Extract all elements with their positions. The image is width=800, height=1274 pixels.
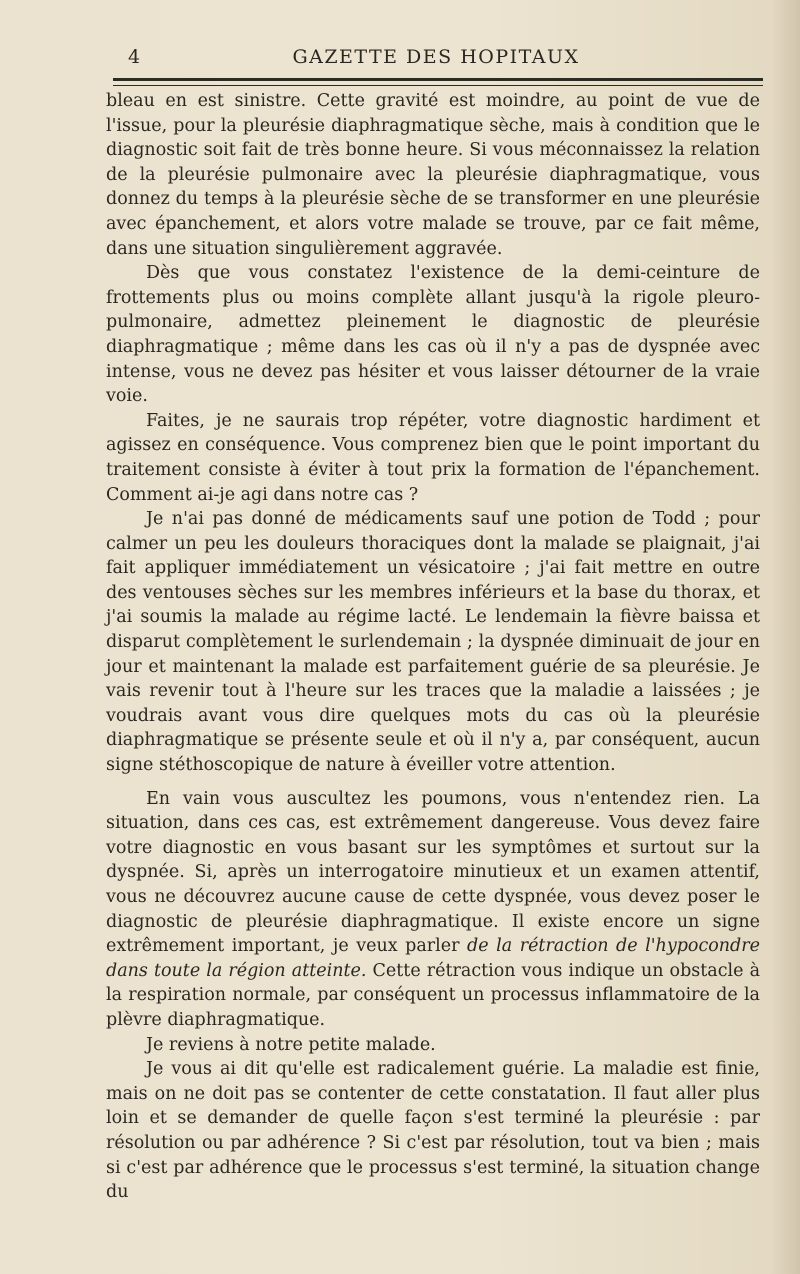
paragraph: Je vous ai dit qu'elle est radicalement guérie. La maladie est finie, mais on ne doit pas se contenter de cette constatation. Il faut aller plus loin et se demander de quelle façon s'est terminé la pleurésie : par résolution ou par adhérence ? Si c'est par résolution, tout va bien ; mais si c'est par adhérence que le processus s'est terminé, la situation change du [106,1059,760,1203]
journal-title: GAZETTE DES HOPITAUX [292,46,580,68]
paragraph: Faites, je ne saurais trop répéter, votre diagnostic hardiment et agissez en conséquence. Vous comprenez bien que le point important du traitement consiste à éviter à tout prix la formation de l'épanchement. Comment ai-je agi dans notre cas ? [106,410,760,505]
header-rule [113,78,763,86]
page-number: 4 [128,46,141,68]
paragraph [106,787,760,1033]
paragraph: Je reviens à notre petite malade. [146,1034,436,1055]
paragraph: Je n'ai pas donné de médicaments sauf une potion de Todd ; pour calmer un peu les douleurs thoraciques dont la malade se plaignait, j'ai fait appliquer immédiatement un vésicatoire ; j'ai fait mettre en outre des ventouses sèches sur les membres inférieurs et la base du thorax, et j'ai soumis la malade au régime lacté. Le lendemain la fièvre baissa et disparut complètement le surlendemain ; la dyspnée diminuait de jour en jour et maintenant la malade est parfaitement guérie de sa pleurésie. Je vais revenir tout à l'heure sur les traces que la maladie a laissées ; je voudrais avant vous dire quelques mots du cas où la pleurésie diaphragmatique se présente seule et où il n'y a, par conséquent, aucun signe stéthoscopique de nature à éveiller votre attention. [106,509,760,776]
paragraph-continued: bleau en est sinistre. Cette gravité est moindre, au point de vue de l'issue, pour la pleurésie diaphragmatique sèche, mais à condition que le diagnostic soit fait de très bonne heure. Si vous méconnaissez la relation de la pleurésie pulmonaire avec la pleurésie diaphragmatique, vous donnez du temps à la pleurésie sèche de se transformer en une pleurésie avec épanchement, et alors votre malade se trouve, par ce fait même, dans une situation singulièrement aggravée. [106,91,760,259]
italic-phrase: de la rétraction de l'hypocondre dans toute la région atteinte. [106,936,760,981]
page-header [106,46,766,74]
paragraph-text: Cette rétraction vous indique un obstacle à la respiration normale, par conséquent un processus inflammatoire de la plèvre diaphragmatique. [106,960,761,1030]
paragraph: Dès que vous constatez l'existence de la demi-ceinture de frottements plus ou moins complète allant jusqu'à la rigole pleuro-pulmonaire, admettez pleinement le diagnostic de pleurésie diaphragmatique ; même dans les cas où il n'y a pas de dyspnée avec intense, vous ne devez pas hésiter et vous laisser détourner de la vraie voie. [106,263,760,407]
paragraph-text: En vain vous auscultez les poumons, vous n'entendez rien. La situation, dans ces cas, est extrêmement dangereuse. Vous devez faire votre diagnostic en vous basant sur les symptômes et surtout sur la dyspnée. Si, après un interrogatoire minutieux et un examen attentif, vous ne découvrez aucune cause de cette dyspnée, vous devez poser le diagnostic de pleurésie diaphragmatique. Il existe encore un signe extrêmement important, je veux parler [106,788,760,957]
article-body [106,89,760,1205]
